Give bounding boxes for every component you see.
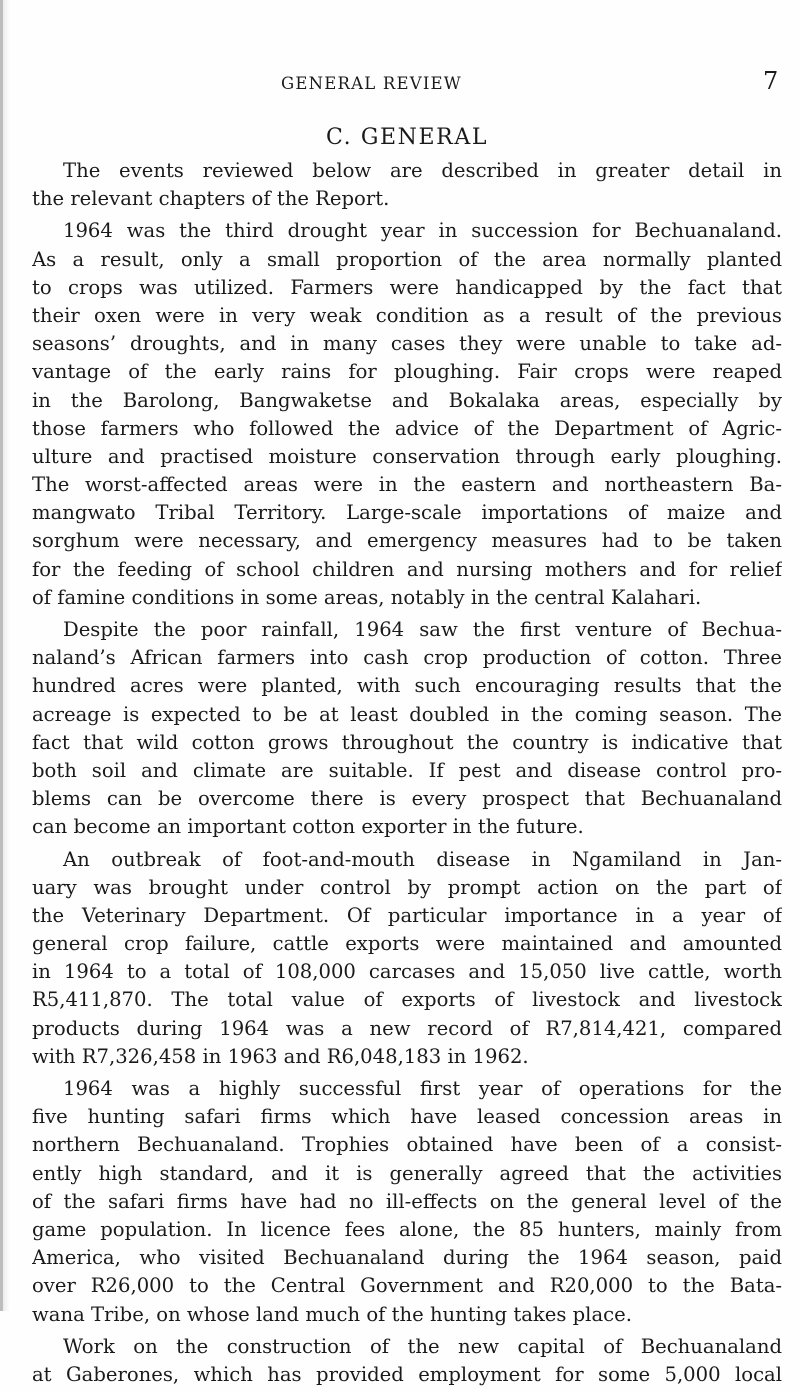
text-line: at Gaberones, which has provided employment for some 5,000 local [32, 1362, 782, 1386]
page-number: 7 [763, 67, 779, 95]
text-line: in the Barolong, Bangwaketse and Bokalaka areas, especially by [32, 388, 782, 412]
paragraph [32, 217, 782, 612]
text-line: five hunting safari firms which have leased concession areas in [32, 1105, 782, 1129]
text-line: R5,411,870. The total value of exports of livestock and livestock [32, 988, 782, 1012]
text-line: uary was brought under control by prompt action on the part of [32, 875, 782, 899]
text-line: The worst-affected areas were in the eastern and northeastern Ba- [32, 473, 782, 497]
text-line: to crops was utilized. Farmers were handicapped by the fact that [32, 275, 782, 299]
text-line: 1964 was a highly successful first year of operations for the [63, 1077, 782, 1100]
text-line: of the safari firms have had no ill-effects on the general level of the [32, 1189, 782, 1213]
text-line: the relevant chapters of the Report. [32, 187, 390, 211]
text-line: blems can be overcome there is every prospect that Bechuanaland [32, 787, 782, 811]
text-line: products during 1964 was a new record of R7,814,421, compared [32, 1016, 782, 1040]
paragraph [32, 846, 782, 1072]
text-line: of famine conditions in some areas, notably in the central Kalahari. [32, 585, 702, 609]
text-line: As a result, only a small proportion of the area normally planted [32, 247, 782, 271]
binding-line [0, 0, 3, 1311]
text-line: game population. In licence fees alone, the 85 hunters, mainly from [32, 1217, 782, 1241]
text-line: those farmers who followed the advice of the Department of Agric- [32, 416, 782, 440]
text-line: America, who visited Bechuanaland during the 1964 season, paid [32, 1246, 782, 1270]
running-head: GENERAL REVIEW [281, 74, 462, 93]
text-line: in 1964 to a total of 108,000 carcases and 15,050 live cattle, worth [32, 960, 782, 984]
text-line: The events reviewed below are described in greater detail in [63, 159, 782, 182]
text-line: can become an important cotton exporter in the future. [32, 815, 584, 839]
text-line: Despite the poor rainfall, 1964 saw the first venture of Bechua- [63, 618, 782, 641]
text-line: general crop failure, cattle exports were maintained and amounted [32, 932, 782, 956]
paragraph [32, 616, 782, 842]
text-line: ently high standard, and it is generally agreed that the activities [32, 1161, 782, 1185]
body-text [32, 157, 782, 1393]
text-line: vantage of the early rains for ploughing. Fair crops were reaped [32, 360, 782, 384]
text-line: for the feeding of school children and nursing mothers and for relief [32, 557, 782, 581]
text-line: the Veterinary Department. Of particular importance in a year of [32, 903, 782, 927]
text-line: 1964 was the third drought year in succession for Bechuanaland. [63, 219, 782, 243]
text-line: seasons’ droughts, and in many cases they were unable to take ad- [32, 332, 782, 356]
text-line: northern Bechuanaland. Trophies obtained have been of a consist- [32, 1133, 782, 1157]
text-line: fact that wild cotton grows throughout the country is indicative that [32, 730, 782, 754]
paragraph [32, 157, 782, 213]
text-line: sorghum were necessary, and emergency measures had to be taken [32, 529, 782, 553]
text-line: with R7,326,458 in 1963 and R6,048,183 in 1962. [32, 1044, 529, 1068]
text-line: naland’s African farmers into cash crop production of cotton. Three [32, 646, 782, 670]
text-line: mangwato Tribal Territory. Large-scale importations of maize and [32, 501, 782, 525]
text-line: over R26,000 to the Central Government and R20,000 to the Bata- [32, 1274, 782, 1298]
text-line: their oxen were in very weak condition as a result of the previous [32, 303, 782, 327]
paragraph [32, 1333, 782, 1389]
text-line: ulture and practised moisture conservation through early ploughing. [32, 444, 782, 468]
text-line: hundred acres were planted, with such encouraging results that the [32, 674, 782, 698]
text-line: acreage is expected to be at least doubled in the coming season. The [32, 702, 782, 726]
text-line: Work on the construction of the new capital of Bechuanaland [63, 1334, 782, 1358]
section-heading: C. GENERAL [326, 125, 489, 150]
text-line: wana Tribe, on whose land much of the hunting takes place. [32, 1302, 632, 1326]
text-line: An outbreak of foot-and-mouth disease in Ngamiland in Jan- [63, 847, 782, 871]
text-line: both soil and climate are suitable. If pest and disease control pro- [32, 758, 782, 782]
paragraph [32, 1075, 782, 1329]
